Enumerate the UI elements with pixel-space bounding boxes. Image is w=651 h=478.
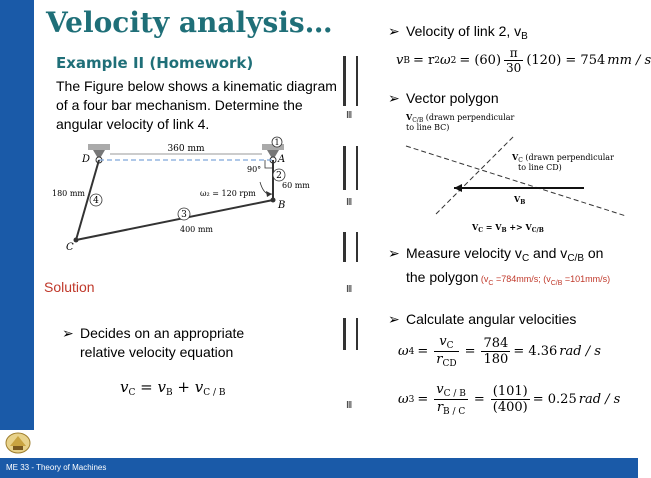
- link-3-label: 3: [181, 210, 187, 220]
- velocity-vector-polygon: [396, 112, 632, 240]
- velocity-equation: $v_C = v_B + v_{C / B}$: [120, 378, 226, 398]
- vc-note: $V_C$ (drawn perpendicular: [512, 152, 614, 164]
- vc-note-line2: to line CD): [518, 163, 562, 172]
- left-dimension: 180 mm: [52, 189, 85, 198]
- vector-equation: $V_C = V_B +> V_{C/B}$: [472, 222, 544, 234]
- four-bar-mechanism-diagram: [52, 138, 342, 256]
- omega-label: ω₂ = 120 rpm: [200, 189, 256, 198]
- divider-mark: [343, 56, 358, 106]
- solution-label: Solution: [44, 279, 95, 295]
- divider-mark: [343, 318, 358, 350]
- divider-mark: III: [346, 110, 352, 121]
- vcb-note-line2: to line BC): [406, 123, 450, 132]
- point-B-label: B: [278, 200, 286, 211]
- left-accent-bar: [0, 0, 34, 430]
- footer-text: ME 33 - Theory of Machines: [6, 463, 107, 472]
- arrow-bullet-icon: ➢: [388, 311, 400, 327]
- link-2-label: 2: [276, 171, 282, 181]
- divider-mark: III: [346, 400, 352, 411]
- slide-title: Velocity analysis…: [46, 6, 333, 39]
- link-3: [76, 200, 273, 240]
- bullet-vector-polygon: ➢ Vector polygon: [388, 90, 499, 106]
- divider-mark: [343, 146, 358, 190]
- logo-icon: [4, 430, 32, 456]
- divider-mark: III: [346, 284, 352, 295]
- bullet-measure-velocity: ➢ Measure velocity $v_C$ and $v_{C/B}$ on the polygon ($v_C =784mm/s$; $(v_{C/B} =101mm/s)$: [388, 245, 611, 287]
- bottom-dimension: 400 mm: [180, 225, 213, 234]
- link-1-label: 1: [274, 138, 280, 147]
- arrow-bullet-icon: ➢: [388, 23, 400, 39]
- dashed-line-perp-CD: [436, 136, 514, 214]
- bullet-velocity-link2: ➢ Velocity of link 2, $v_B$: [388, 23, 528, 42]
- right-angle-label: 90°: [247, 165, 262, 174]
- bullet-relative-equation: [62, 324, 322, 362]
- link-4-label: 4: [93, 196, 99, 206]
- problem-paragraph: The Figure below shows a kinematic diagram of a four bar mechanism. Determine the angular velocity of link 4.: [56, 78, 337, 132]
- arrow-bullet-icon: ➢: [388, 245, 400, 261]
- point-D-label: D: [82, 154, 91, 165]
- top-dimension: 360 mm: [167, 144, 205, 154]
- slide-subtitle: Example II (Homework): [56, 54, 254, 72]
- bullet-text: Decides on an appropriate relative velocity equation: [80, 325, 245, 360]
- point-C-label: C: [66, 242, 74, 253]
- divider-mark: [343, 232, 358, 262]
- arrow-bullet-icon: ➢: [62, 325, 74, 341]
- point-A-label: A: [278, 154, 286, 165]
- vcb-note: $V_{C/B}$ (drawn perpendicular: [406, 112, 515, 124]
- vb-label: $V_B$: [514, 194, 526, 206]
- equation-omega4: ω 4 = $\frac{v_C}{r_{CD}}$ = $\frac{784}{180}$ = 4.36 rad / s: [398, 334, 601, 369]
- footer-bar: [0, 458, 638, 478]
- divider-mark: III: [346, 197, 352, 208]
- right-dimension: 60 mm: [282, 181, 310, 190]
- arrow-bullet-icon: ➢: [388, 90, 400, 106]
- equation-vb: v B = r 2 ω 2 = (60) $\frac{\pi}{30}$ (120) = 754 mm / s: [396, 46, 651, 75]
- measured-values-note: ($v_C =784mm/s$; $(v_{C/B} =101mm/s)$: [478, 274, 611, 287]
- equation-omega3: ω 3 = $\frac{v_{C / B}}{r_{B / C}}$ = $\frac{(101)}{(400)}$ = 0.25 rad / s: [398, 382, 621, 417]
- bullet-angular-velocities: ➢ Calculate angular velocities: [388, 311, 577, 327]
